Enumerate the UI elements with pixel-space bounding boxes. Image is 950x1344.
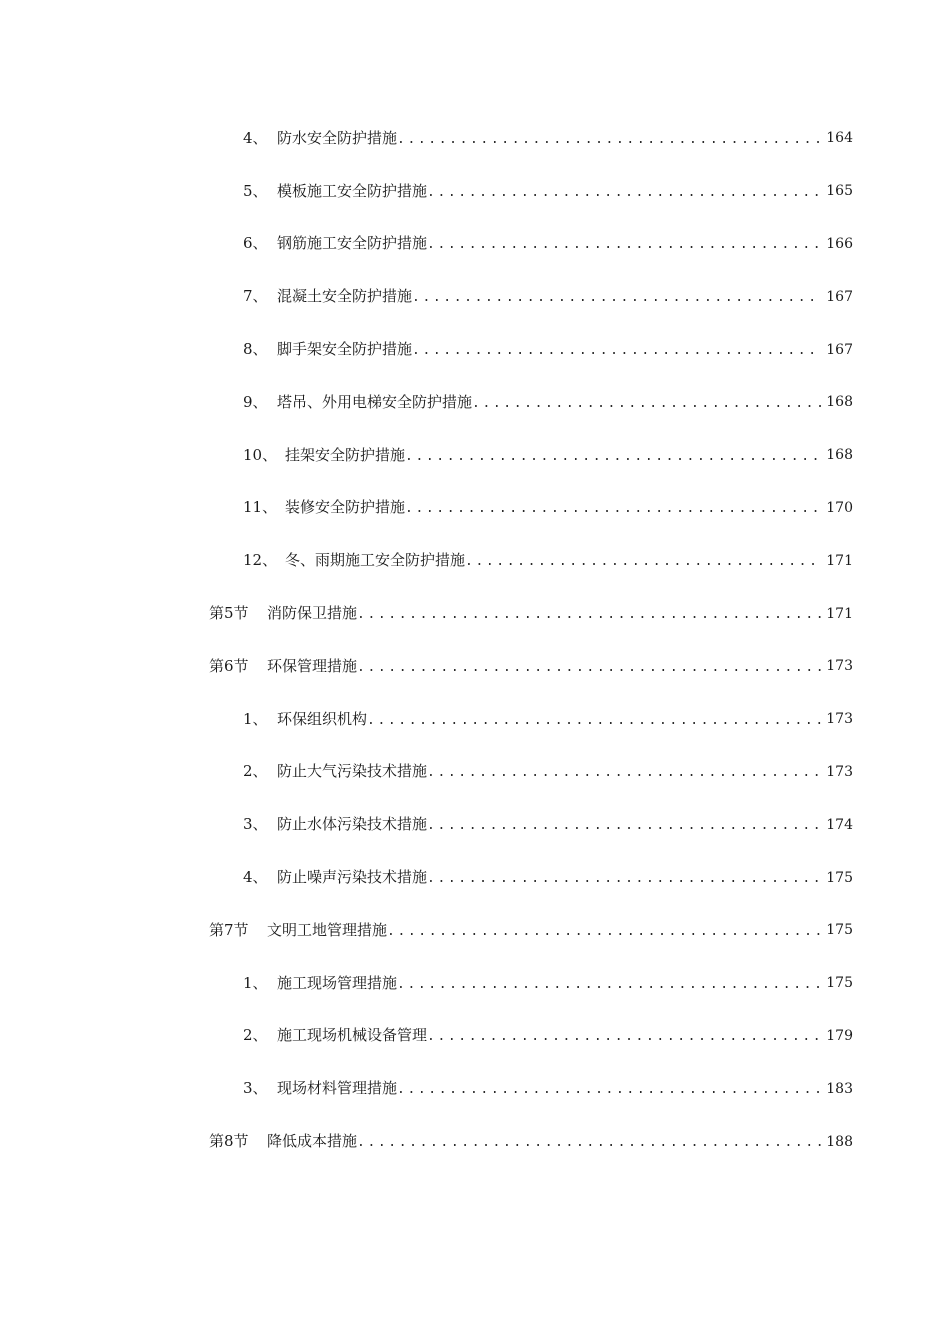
toc-entry-label bbox=[243, 764, 427, 779]
toc-entry-title: 钢筋施工安全防护措施 bbox=[277, 234, 428, 253]
toc-section-entry[interactable] bbox=[0, 587, 950, 640]
toc-entry-page-number: 173 bbox=[826, 711, 853, 728]
toc-entry-title: 装修安全防护措施 bbox=[285, 498, 406, 517]
toc-entry-label bbox=[243, 973, 398, 992]
toc-entry-number: 3、 bbox=[243, 815, 268, 834]
toc-entry-page-number: 175 bbox=[826, 869, 853, 886]
toc-entry-title: 模板施工安全防护措施 bbox=[277, 181, 428, 200]
dot-leader bbox=[405, 450, 821, 463]
toc-entry-label bbox=[243, 870, 427, 885]
toc-entry-page-number: 188 bbox=[826, 1133, 853, 1150]
toc-entry-title: 施工现场管理措施 bbox=[277, 973, 398, 992]
toc-entry-page-number: 173 bbox=[826, 763, 853, 780]
toc-entry[interactable] bbox=[0, 112, 950, 165]
dot-leader bbox=[412, 344, 821, 357]
toc-entry-title: 环保管理措施 bbox=[267, 656, 358, 675]
toc-section-entry[interactable] bbox=[0, 904, 950, 957]
toc-entry[interactable] bbox=[0, 1062, 950, 1115]
toc-entry[interactable] bbox=[0, 957, 950, 1010]
toc-entry-number: 5、 bbox=[243, 181, 268, 200]
dot-leader bbox=[357, 661, 821, 674]
toc-entry-number: 4、 bbox=[243, 868, 268, 887]
toc-entry-number: 2、 bbox=[243, 762, 268, 781]
toc-entry[interactable] bbox=[0, 534, 950, 587]
dot-leader bbox=[397, 1083, 821, 1096]
toc-entry-page-number: 165 bbox=[826, 183, 853, 200]
toc-entry[interactable] bbox=[0, 798, 950, 851]
dot-leader bbox=[472, 397, 821, 410]
toc-section-entry[interactable] bbox=[0, 1115, 950, 1168]
toc-entry-page-number: 175 bbox=[826, 975, 853, 992]
toc-entry-label bbox=[243, 1081, 397, 1096]
toc-entry-label bbox=[209, 920, 388, 939]
toc-section-entry[interactable] bbox=[0, 640, 950, 693]
dot-leader bbox=[412, 291, 821, 304]
toc-entry-page-number: 171 bbox=[826, 552, 853, 569]
toc-entry-title: 防止噪声污染技术措施 bbox=[277, 868, 428, 887]
toc-entry-page-number: 174 bbox=[826, 816, 853, 833]
toc-entry-page-number: 183 bbox=[826, 1080, 853, 1097]
toc-entry-label bbox=[243, 236, 427, 251]
toc-entry-title: 防水安全防护措施 bbox=[277, 128, 398, 147]
toc-entry-number: 1、 bbox=[243, 973, 268, 992]
dot-leader bbox=[387, 925, 821, 938]
toc-entry-page-number: 167 bbox=[826, 341, 853, 358]
dot-leader bbox=[427, 238, 821, 251]
toc-entry-page-number: 168 bbox=[826, 447, 853, 464]
toc-entry-label bbox=[243, 181, 428, 200]
toc-entry[interactable] bbox=[0, 376, 950, 429]
toc-entry-page-number: 171 bbox=[826, 605, 853, 622]
toc-entry-label bbox=[243, 342, 412, 357]
toc-entry-title: 混凝土安全防护措施 bbox=[277, 287, 413, 306]
toc-entry-label bbox=[243, 1028, 427, 1043]
toc-entry-number: 8、 bbox=[243, 340, 268, 359]
toc-entry-label bbox=[243, 445, 406, 464]
toc-entry[interactable] bbox=[0, 429, 950, 482]
toc-entry-label bbox=[243, 289, 412, 304]
toc-entry[interactable] bbox=[0, 851, 950, 904]
toc-entry-label bbox=[209, 606, 357, 621]
toc-entry-page-number: 175 bbox=[826, 922, 853, 939]
dot-leader bbox=[427, 186, 821, 199]
toc-entry-title: 施工现场机械设备管理 bbox=[277, 1026, 428, 1045]
toc-entry[interactable] bbox=[0, 218, 950, 271]
toc-entry-title: 冬、雨期施工安全防护措施 bbox=[285, 551, 466, 570]
toc-entry[interactable] bbox=[0, 165, 950, 218]
toc-entry-title: 文明工地管理措施 bbox=[267, 920, 388, 939]
toc-entry-label bbox=[243, 817, 427, 832]
toc-entry-page-number: 166 bbox=[826, 235, 853, 252]
dot-leader bbox=[397, 133, 821, 146]
toc-entry-page-number: 167 bbox=[826, 288, 853, 305]
toc-entry-number: 2、 bbox=[243, 1026, 268, 1045]
dot-leader bbox=[427, 1030, 821, 1043]
toc-section-number: 第5节 bbox=[209, 604, 249, 623]
toc-entry-page-number: 179 bbox=[826, 1027, 853, 1044]
dot-leader bbox=[367, 714, 821, 727]
toc-entry-label bbox=[243, 500, 405, 515]
toc-entry[interactable] bbox=[0, 693, 950, 746]
toc-entry-page-number: 173 bbox=[826, 658, 853, 675]
toc-entry-page-number: 164 bbox=[826, 130, 853, 147]
toc-entry-page-number: 168 bbox=[826, 394, 853, 411]
toc-entry-title: 降低成本措施 bbox=[267, 1132, 358, 1151]
toc-entry-number: 4、 bbox=[243, 128, 268, 147]
toc-entry-number: 7、 bbox=[243, 287, 268, 306]
dot-leader bbox=[357, 1136, 821, 1149]
toc-entry-number: 11、 bbox=[243, 498, 278, 517]
toc-entry[interactable] bbox=[0, 323, 950, 376]
toc-entry-title: 环保组织机构 bbox=[277, 709, 368, 728]
table-of-contents bbox=[0, 112, 950, 1168]
toc-entry[interactable] bbox=[0, 482, 950, 535]
toc-entry[interactable] bbox=[0, 1010, 950, 1063]
toc-entry-number: 9、 bbox=[243, 392, 268, 411]
toc-entry-number: 12、 bbox=[243, 551, 278, 570]
toc-entry-label bbox=[209, 656, 358, 675]
toc-entry[interactable] bbox=[0, 746, 950, 799]
toc-section-number: 第7节 bbox=[209, 920, 249, 939]
toc-entry-number: 10、 bbox=[243, 445, 278, 464]
toc-entry-label bbox=[243, 709, 368, 728]
dot-leader bbox=[357, 608, 821, 621]
toc-entry-title: 防止大气污染技术措施 bbox=[277, 762, 428, 781]
toc-entry-number: 6、 bbox=[243, 234, 268, 253]
toc-section-number: 第6节 bbox=[209, 656, 249, 675]
dot-leader bbox=[427, 872, 821, 885]
toc-entry-label bbox=[243, 553, 465, 568]
toc-entry-title: 脚手架安全防护措施 bbox=[277, 340, 413, 359]
toc-entry-page-number: 170 bbox=[826, 499, 853, 516]
toc-entry-title: 塔吊、外用电梯安全防护措施 bbox=[277, 392, 473, 411]
toc-entry-label bbox=[243, 128, 398, 147]
dot-leader bbox=[465, 555, 821, 568]
toc-entry[interactable] bbox=[0, 270, 950, 323]
toc-entry-label bbox=[209, 1134, 357, 1149]
toc-entry-title: 消防保卫措施 bbox=[267, 604, 358, 623]
toc-entry-number: 1、 bbox=[243, 709, 268, 728]
toc-entry-label bbox=[243, 392, 473, 411]
dot-leader bbox=[427, 766, 821, 779]
dot-leader bbox=[405, 502, 821, 515]
toc-entry-number: 3、 bbox=[243, 1079, 268, 1098]
toc-entry-title: 挂架安全防护措施 bbox=[285, 445, 406, 464]
toc-section-number: 第8节 bbox=[209, 1132, 249, 1151]
toc-entry-title: 现场材料管理措施 bbox=[277, 1079, 398, 1098]
toc-entry-title: 防止水体污染技术措施 bbox=[277, 815, 428, 834]
dot-leader bbox=[427, 819, 821, 832]
dot-leader bbox=[397, 978, 821, 991]
